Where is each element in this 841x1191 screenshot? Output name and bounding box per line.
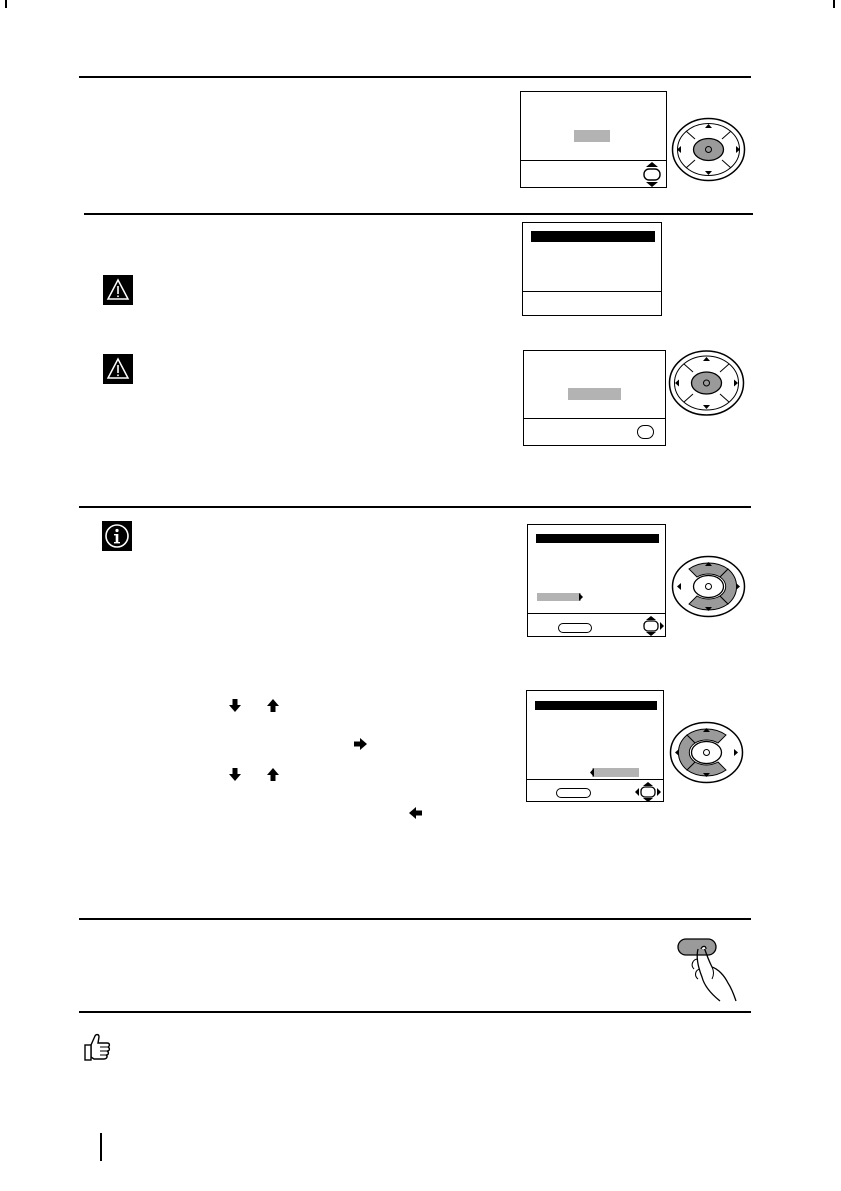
arrow-up-icon xyxy=(267,699,279,712)
information-icon xyxy=(102,521,132,551)
remote-joystick-icon xyxy=(671,555,746,618)
thumbs-up-icon xyxy=(83,1032,111,1062)
section-divider-2 xyxy=(84,213,753,215)
warning-triangle-icon xyxy=(103,275,133,305)
section-divider-4 xyxy=(79,918,751,920)
arrow-right-icon xyxy=(354,738,367,750)
section-divider-5 xyxy=(79,1011,751,1013)
menu-separator xyxy=(528,613,665,614)
page-corner-mark-right xyxy=(833,0,841,8)
menu-separator xyxy=(527,779,663,780)
remote-joystick-icon xyxy=(669,721,744,784)
tv-menu-screen-1 xyxy=(520,91,667,188)
menu-separator xyxy=(524,418,665,419)
ok-button-icon xyxy=(637,425,654,439)
section-divider-3 xyxy=(79,506,751,508)
ok-button-icon xyxy=(556,788,591,798)
arrow-left-icon xyxy=(409,807,422,819)
arrow-down-icon xyxy=(229,768,241,781)
arrow-right-small-icon xyxy=(578,593,584,601)
warning-triangle-icon xyxy=(103,354,133,384)
tv-menu-screen-5 xyxy=(526,690,664,802)
menu-title-bar xyxy=(531,231,655,242)
remote-joystick-icon xyxy=(671,117,746,182)
menu-title-bar xyxy=(536,534,659,543)
up-down-select-icon xyxy=(641,616,665,636)
section-divider-1 xyxy=(79,76,751,78)
tv-menu-screen-4 xyxy=(527,524,666,637)
menu-title-bar xyxy=(535,701,657,710)
page-margin-mark xyxy=(100,1133,102,1161)
ok-button-icon xyxy=(558,623,592,633)
menu-highlight xyxy=(568,388,621,400)
four-way-select-icon xyxy=(633,782,663,802)
menu-separator xyxy=(523,291,661,292)
hand-pressing-button-icon xyxy=(668,937,743,1003)
arrow-down-icon xyxy=(229,699,241,712)
menu-highlight-value xyxy=(592,768,639,777)
page-corner-mark-left xyxy=(0,0,7,8)
arrow-up-icon xyxy=(267,768,279,781)
menu-separator xyxy=(521,160,666,161)
arrow-left-small-icon xyxy=(589,768,595,777)
up-down-select-icon xyxy=(641,162,663,188)
tv-menu-screen-3 xyxy=(523,350,666,446)
remote-joystick-icon xyxy=(668,350,745,416)
menu-highlight xyxy=(574,130,610,142)
menu-highlight-row xyxy=(537,593,581,601)
tv-menu-screen-2 xyxy=(522,222,662,316)
